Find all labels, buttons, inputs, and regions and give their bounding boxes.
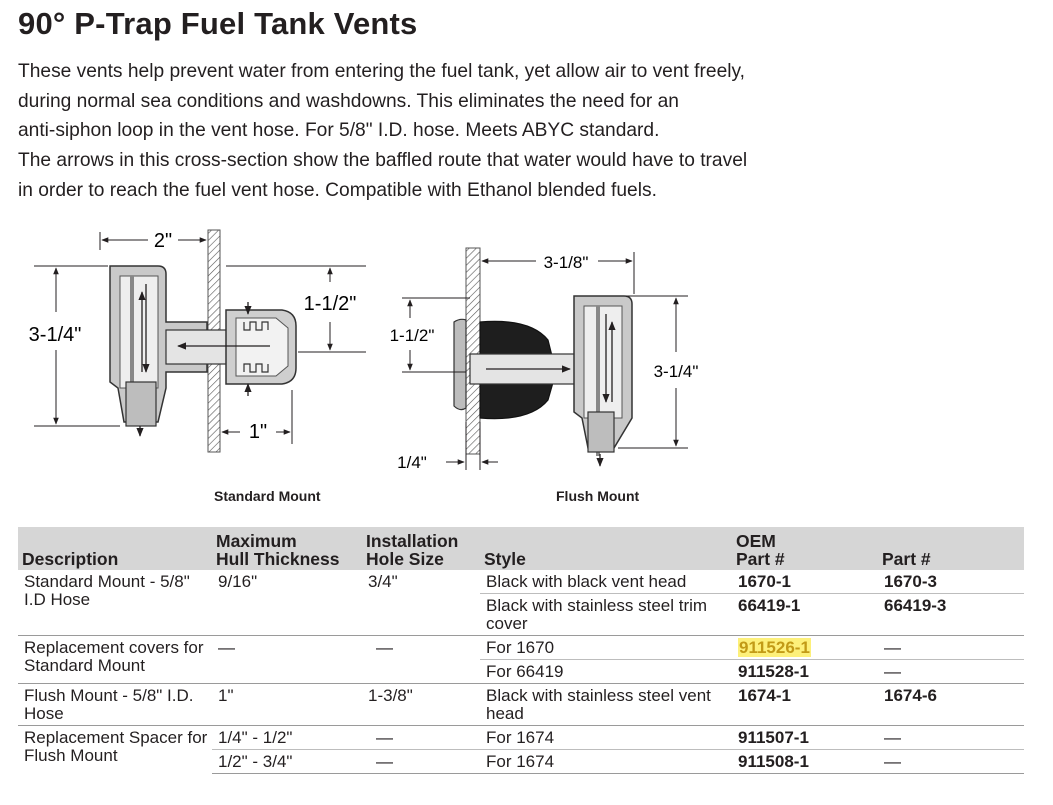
cell-oem[interactable]: 1674-1 (732, 684, 878, 726)
col-hull-thickness: Maximum Hull Thickness (212, 527, 362, 570)
intro-line: anti-siphon loop in the vent hose. For 5/8" I.D. hose. Meets ABYC standard. (18, 120, 660, 142)
cell-hole: — (362, 750, 480, 774)
product-drawings (0, 222, 720, 522)
cell-style: Black with stainless steel trim cover (480, 594, 732, 636)
cell-part[interactable]: 1674-6 (878, 684, 1024, 726)
table-header-row (18, 527, 1024, 570)
cell-style: Black with black vent head (486, 572, 687, 591)
dim-label: 3-1/8" (543, 253, 589, 272)
col-hole-size: Installation Hole Size (362, 527, 480, 570)
cell-oem[interactable]: 1670-1 (738, 572, 791, 591)
col-part: Part # (878, 527, 1024, 570)
cell-part[interactable]: 66419-3 (878, 594, 1024, 636)
cell-hole: — (362, 636, 480, 684)
cell-oem[interactable] (732, 636, 878, 660)
flush-mount-drawing (390, 248, 699, 472)
cell-style: For 1670 (480, 636, 732, 660)
intro-line: during normal sea conditions and washdowns. This eliminates the need for an (18, 90, 679, 112)
cell-oem[interactable]: 66419-1 (732, 594, 878, 636)
dim-label: 1-1/2" (389, 326, 435, 345)
standard-mount-drawing (29, 230, 366, 452)
col-style: Style (480, 527, 732, 570)
intro-line: in order to reach the fuel vent hose. Compatible with Ethanol blended fuels. (18, 179, 657, 201)
cell-description: Standard Mount - 5/8" I.D Hose (24, 572, 190, 609)
hull-wall (466, 248, 480, 454)
cell-style: Black with stainless steel vent head (480, 684, 732, 726)
cell-description: Replacement Spacer for Flush Mount (18, 726, 212, 774)
cell-hull: 9/16" (218, 572, 258, 591)
highlighted-part-number[interactable]: 911526-1 (739, 638, 810, 657)
col-oem-part: OEM Part # (732, 527, 878, 570)
cell-style: For 1674 (480, 726, 732, 750)
table-row (18, 684, 1024, 726)
dim-label: 3-1/4" (653, 362, 699, 381)
cell-oem[interactable]: 911507-1 (732, 726, 878, 750)
col-description: Description (18, 527, 212, 570)
dim-label: 3-1/4" (28, 324, 82, 346)
cell-description: Flush Mount - 5/8" I.D. Hose (18, 684, 212, 726)
cell-description: Replacement covers for Standard Mount (18, 636, 212, 684)
dim-label: 1" (248, 421, 268, 443)
cell-style: For 1674 (480, 750, 732, 774)
cell-part: — (878, 750, 1024, 774)
cell-hull: 1" (212, 684, 362, 726)
intro-line: The arrows in this cross-section show the baffled route that water would have to travel (18, 150, 748, 172)
caption-flush-mount: Flush Mount (556, 488, 640, 504)
cell-style: For 66419 (480, 660, 732, 684)
cell-hole: 1-3/8" (362, 684, 480, 726)
cell-part: — (878, 660, 1024, 684)
parts-table (18, 527, 1024, 774)
cell-part: — (878, 636, 1024, 660)
table-row (18, 570, 1024, 594)
intro-line: These vents help prevent water from entering the fuel tank, yet allow air to vent freely, (18, 61, 746, 82)
cell-part[interactable]: 1670-3 (884, 572, 937, 591)
intro-text (18, 57, 1018, 206)
table-row (18, 636, 1024, 660)
cell-hull: 1/2" - 3/4" (212, 750, 362, 774)
caption-standard-mount: Standard Mount (214, 488, 321, 504)
dim-label: 1-1/2" (303, 293, 357, 315)
page-title: 90° P-Trap Fuel Tank Vents (18, 6, 418, 41)
cell-oem[interactable]: 911508-1 (732, 750, 878, 774)
dim-label: 1/4" (397, 453, 427, 472)
cell-hole: — (362, 726, 480, 750)
cell-hull: 1/4" - 1/2" (212, 726, 362, 750)
cell-oem[interactable]: 911528-1 (732, 660, 878, 684)
table-row (18, 726, 1024, 750)
cell-hull: — (212, 636, 362, 684)
dim-label: 2" (153, 230, 173, 252)
cell-part: — (878, 726, 1024, 750)
cell-hole: 3/4" (368, 572, 398, 591)
